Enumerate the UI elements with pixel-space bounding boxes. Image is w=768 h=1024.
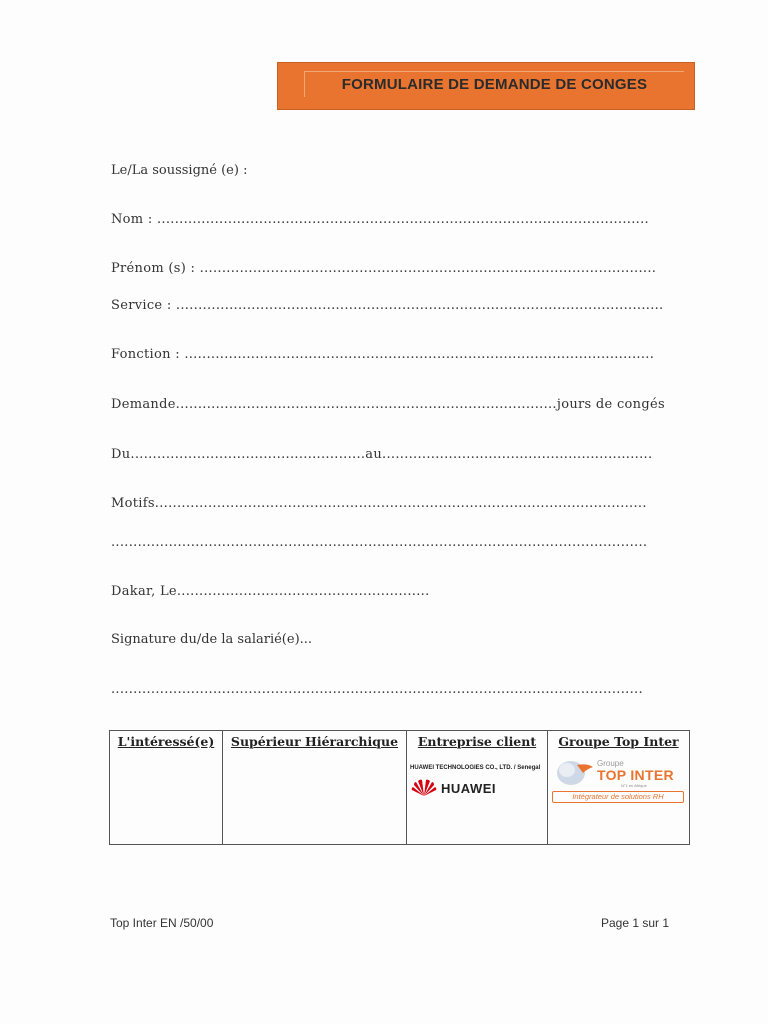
top-inter-emblem-icon [553, 759, 597, 789]
dakar-date-field[interactable]: Dakar, Le......................................................... [111, 584, 430, 599]
prenom-field[interactable]: Prénom (s) : ....................................................................................................... [111, 261, 657, 276]
service-field[interactable]: Service : .............................................................................................................. [111, 298, 664, 313]
entreprise-client-cell[interactable] [407, 731, 548, 845]
huawei-wordmark: HUAWEI [441, 780, 496, 796]
signature-table [109, 730, 690, 845]
motifs-continuation[interactable]: ......................................................................................................................... [111, 535, 648, 550]
signature-label: Signature du/de la salarié(e)... [111, 632, 313, 647]
groupe-top-inter-header: Groupe Top Inter [558, 734, 679, 749]
page-number: Page 1 sur 1 [601, 916, 670, 930]
fonction-field[interactable]: Fonction : .......................................................................................................... [111, 347, 655, 362]
demande-field[interactable]: Demande......................................................................................jours de congés [111, 397, 665, 412]
title-banner [277, 62, 695, 110]
huawei-logo [411, 779, 547, 797]
interesse-cell[interactable] [110, 731, 223, 845]
footer-reference: Top Inter EN /50/00 [110, 916, 214, 930]
groupe-top-inter-cell[interactable] [548, 731, 690, 845]
nom-field[interactable]: Nom : ............................................................................................................... [111, 212, 649, 227]
top-inter-logo [551, 759, 689, 819]
soussigne-label: Le/La soussigné (e) : [111, 163, 248, 178]
top-inter-name: TOP INTER [597, 767, 674, 783]
superieur-header: Supérieur Hiérarchique [230, 734, 399, 749]
top-inter-subtext: N°1 en Afrique [621, 783, 647, 788]
page-title: FORMULAIRE DE DEMANDE DE CONGES [304, 71, 684, 97]
superieur-cell[interactable] [223, 731, 407, 845]
interesse-header: L'intéressé(e) [117, 734, 215, 749]
client-company-name: HUAWEI TECHNOLOGIES CO., LTD. / Senegal [410, 765, 541, 771]
top-inter-groupe-text: Groupe [597, 759, 624, 768]
signature-line[interactable]: ........................................................................................................................ [111, 682, 643, 697]
entreprise-client-header: Entreprise client [417, 734, 537, 749]
date-range-field[interactable]: Du.....................................................au............................................................. [111, 447, 653, 462]
motifs-field[interactable]: Motifs............................................................................................................... [111, 496, 647, 511]
top-inter-tagline: Intégrateur de solutions RH [552, 791, 684, 803]
huawei-flower-icon [411, 779, 437, 797]
